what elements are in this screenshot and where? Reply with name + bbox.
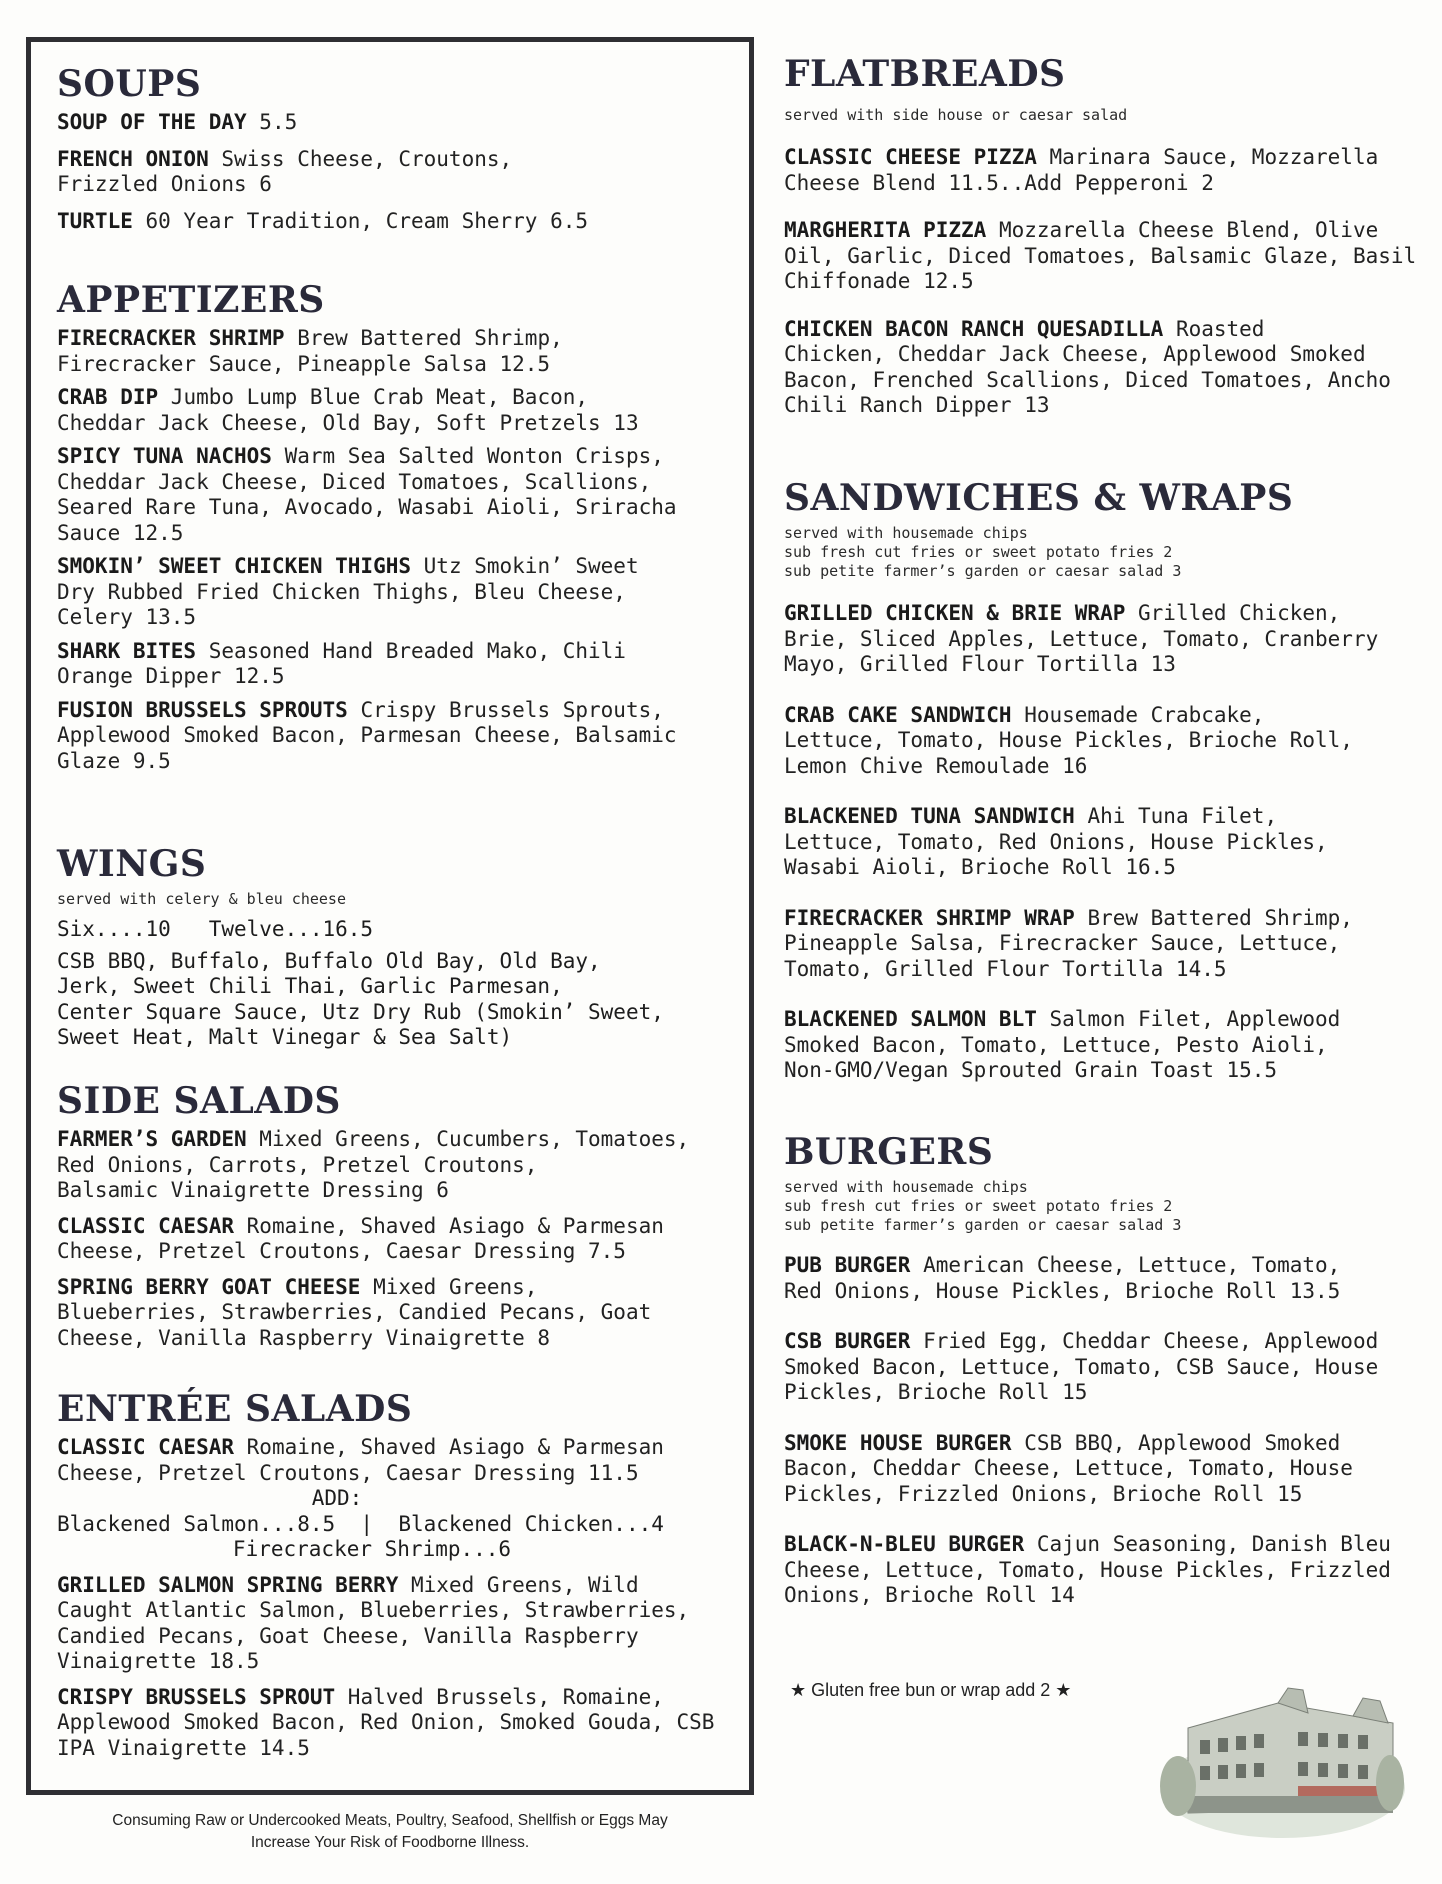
menu-item xyxy=(57,639,747,690)
item-name: PUB BURGER xyxy=(784,1253,911,1277)
section-title: SANDWICHES & WRAPS xyxy=(784,477,1294,519)
note-line: served with housemade chips xyxy=(784,1178,1028,1196)
item-list xyxy=(57,1127,747,1351)
flatbreads-section xyxy=(784,52,1416,441)
note-line: sub petite farmer’s garden or caesar salad 3 xyxy=(784,562,1182,580)
section-title: BURGERS xyxy=(784,1131,994,1173)
item-list xyxy=(784,1253,1391,1609)
item-description: Mixed Greens, Wild Caught Atlantic Salmon, Blueberries, Strawberries, Candied Pecans, Goat Cheese, Vanilla Raspberry Vinaigrette 18.5 xyxy=(57,1572,690,1673)
section-title: SOUPS xyxy=(57,63,202,105)
menu-item xyxy=(784,145,1416,196)
item-list xyxy=(784,601,1378,1084)
item-name: CLASSIC CAESAR xyxy=(57,1435,235,1459)
item-description: Housemade Crabcake, Lettuce, Tomato, House Pickles, Brioche Roll, Lemon Chive Remoulade 16 xyxy=(784,702,1353,778)
item-name: BLACKENED SALMON BLT xyxy=(784,1007,1037,1031)
item-name: MARGHERITA PIZZA xyxy=(784,218,987,242)
sandwiches-section xyxy=(784,476,1378,1109)
item-description: Mixed Greens, Blueberries, Strawberries, Candied Pecans, Goat Cheese, Vanilla Raspberry Vinaigrette 8 xyxy=(57,1274,652,1350)
item-name: BLACK-N-BLEU BURGER xyxy=(784,1532,1025,1556)
menu-item xyxy=(57,209,747,235)
item-description: Halved Brussels, Romaine, Applewood Smoked Bacon, Red Onion, Smoked Gouda, CSB IPA Vinaigrette 14.5 xyxy=(57,1684,715,1760)
item-name: GRILLED SALMON SPRING BERRY xyxy=(57,1572,399,1597)
note-line: sub fresh cut fries or sweet potato fries 2 xyxy=(784,543,1173,561)
item-description: Seasoned Hand Breaded Mako, Chili Orange Dipper 12.5 xyxy=(57,638,626,688)
menu-item xyxy=(57,110,747,136)
add-label: ADD: xyxy=(311,1486,363,1510)
appetizers-section xyxy=(57,278,747,782)
section-title: SIDE SALADS xyxy=(57,1080,341,1122)
item-name: FIRECRACKER SHRIMP xyxy=(57,326,285,350)
item-description: Marinara Sauce, Mozzarella Cheese Blend 11.5..Add Pepperoni 2 xyxy=(784,145,1379,195)
side-salads-section xyxy=(57,1079,747,1361)
item-description: CSB BBQ, Applewood Smoked Bacon, Cheddar Cheese, Lettuce, Tomato, House Pickles, Frizzled Onions, Brioche Roll 15 xyxy=(784,1430,1353,1506)
item-name: SHARK BITES xyxy=(57,638,197,663)
item-description: Romaine, Shaved Asiago & Parmesan Cheese, Pretzel Croutons, Caesar Dressing 11.5 xyxy=(57,1435,664,1485)
menu-item xyxy=(57,1214,747,1265)
menu-item xyxy=(784,804,1378,881)
menu-item xyxy=(784,218,1416,295)
item-description: Brew Battered Shrimp, Pineapple Salsa, Firecracker Sauce, Lettuce, Tomato, Grilled Flour Tortilla 14.5 xyxy=(784,905,1353,981)
item-description: Romaine, Shaved Asiago & Parmesan Cheese, Pretzel Croutons, Caesar Dressing 7.5 xyxy=(57,1213,664,1263)
section-title: ENTRÉE SALADS xyxy=(57,1388,413,1430)
section-title: FLATBREADS xyxy=(784,53,1066,95)
food-safety-disclaimer xyxy=(26,1810,754,1854)
menu-item xyxy=(57,554,747,631)
section-title: APPETIZERS xyxy=(57,279,325,321)
wings-section xyxy=(57,842,747,1051)
section-note xyxy=(784,524,1378,581)
menu-item xyxy=(57,1573,747,1675)
item-description: Mixed Greens, Cucumbers, Tomatoes, Red Onions, Carrots, Pretzel Croutons, Balsamic Vinaigrette Dressing 6 xyxy=(57,1127,690,1202)
item-description: Utz Smokin’ Sweet Dry Rubbed Fried Chicken Thighs, Bleu Cheese, Celery 13.5 xyxy=(57,554,639,629)
menu-item xyxy=(784,1431,1391,1508)
wings-prices: Six....10 Twelve...16.5 xyxy=(57,917,374,941)
soups-section xyxy=(57,62,747,245)
menu-item xyxy=(784,1007,1378,1084)
item-name: CHICKEN BACON RANCH QUESADILLA xyxy=(784,316,1164,341)
menu-item xyxy=(784,906,1378,983)
building-illustration xyxy=(1158,1668,1408,1838)
note-line: sub petite farmer’s garden or caesar salad 3 xyxy=(784,1216,1182,1234)
left-menu-panel xyxy=(26,37,754,1795)
menu-item xyxy=(57,1435,747,1486)
item-name: GRILLED CHICKEN & BRIE WRAP xyxy=(784,601,1126,625)
item-name: CRAB DIP xyxy=(57,385,159,409)
item-name: CRAB CAKE SANDWICH xyxy=(784,702,1012,727)
item-name: CLASSIC CHEESE PIZZA xyxy=(784,145,1037,169)
item-list xyxy=(57,326,747,774)
add-options-line: Blackened Salmon...8.5 | Blackened Chicken...4 xyxy=(57,1511,664,1536)
item-description: Fried Egg, Cheddar Cheese, Applewood Smoked Bacon, Lettuce, Tomato, CSB Sauce, House Pickles, Brioche Roll 15 xyxy=(784,1329,1379,1404)
item-description: Salmon Filet, Applewood Smoked Bacon, Tomato, Lettuce, Pesto Aioli, Non-GMO/Vegan Sprouted Grain Toast 15.5 xyxy=(784,1007,1341,1082)
item-description: Roasted Chicken, Cheddar Jack Cheese, Applewood Smoked Bacon, Frenched Scallions, Diced Tomatoes, Ancho Chili Ranch Dipper 13 xyxy=(784,316,1391,417)
menu-item xyxy=(57,444,747,546)
section-title: WINGS xyxy=(57,843,207,885)
disclaimer-line-2: Increase Your Risk of Foodborne Illness. xyxy=(250,1834,530,1851)
item-description: American Cheese, Lettuce, Tomato, Red Onions, House Pickles, Brioche Roll 13.5 xyxy=(784,1253,1341,1303)
item-name: CRISPY BRUSSELS SPROUT xyxy=(57,1684,336,1709)
section-note xyxy=(784,106,1416,125)
menu-item xyxy=(784,1329,1391,1406)
item-name: FIRECRACKER SHRIMP WRAP xyxy=(784,905,1075,930)
wings-note: served with celery & bleu cheese xyxy=(57,890,346,908)
item-name: SPRING BERRY GOAT CHEESE xyxy=(57,1274,361,1299)
menu-item xyxy=(57,326,747,377)
menu-item xyxy=(57,1685,747,1762)
item-name: FUSION BRUSSELS SPROUTS xyxy=(57,697,348,722)
entree-salads-section xyxy=(57,1387,747,1771)
item-description: Ahi Tuna Filet, Lettuce, Tomato, Red Onions, House Pickles, Wasabi Aioli, Brioche Roll 16.5 xyxy=(784,804,1328,879)
item-description: Swiss Cheese, Croutons, Frizzled Onions 6 xyxy=(57,146,513,196)
item-list xyxy=(784,145,1416,419)
item-name: SMOKE HOUSE BURGER xyxy=(784,1430,1012,1455)
item-name: SMOKIN’ SWEET CHICKEN THIGHS xyxy=(57,554,412,578)
add-options-line-2: Firecracker Shrimp...6 xyxy=(232,1537,512,1561)
menu-item xyxy=(784,601,1378,678)
burgers-section xyxy=(784,1130,1391,1634)
menu-item xyxy=(784,1253,1391,1304)
item-description: 60 Year Tradition, Cream Sherry 6.5 xyxy=(132,208,589,233)
item-description: Brew Battered Shrimp, Firecracker Sauce, Pineapple Salsa 12.5 xyxy=(57,326,563,376)
item-list xyxy=(57,1573,747,1762)
item-list xyxy=(57,110,747,234)
menu-item xyxy=(57,1127,747,1204)
item-description: Crispy Brussels Sprouts, Applewood Smoked Bacon, Parmesan Cheese, Balsamic Glaze 9.5 xyxy=(57,697,677,773)
note-line: sub fresh cut fries or sweet potato fries 2 xyxy=(784,1197,1173,1215)
item-name: SPICY TUNA NACHOS xyxy=(57,444,272,468)
menu-item xyxy=(784,317,1416,419)
note-line: served with housemade chips xyxy=(784,524,1028,542)
disclaimer-line-1: Consuming Raw or Undercooked Meats, Poultry, Seafood, Shellfish or Eggs May xyxy=(112,1812,668,1829)
item-name: CSB BURGER xyxy=(784,1329,911,1353)
item-name: TURTLE xyxy=(57,208,133,233)
item-description: Warm Sea Salted Wonton Crisps, Cheddar Jack Cheese, Diced Tomatoes, Scallions, Seared Rare Tuna, Avocado, Wasabi Aioli, Sriracha Sauce 12.5 xyxy=(57,444,677,545)
item-name: FRENCH ONION xyxy=(57,146,209,171)
item-description: 5.5 xyxy=(246,110,298,134)
menu-item xyxy=(57,698,747,775)
menu-item xyxy=(57,147,747,198)
item-description: Mozzarella Cheese Blend, Olive Oil, Garlic, Diced Tomatoes, Balsamic Glaze, Basil Chiffonade 12.5 xyxy=(784,218,1417,293)
menu-item xyxy=(57,385,747,436)
item-name: CLASSIC CAESAR xyxy=(57,1213,235,1238)
item-name: BLACKENED TUNA SANDWICH xyxy=(784,804,1075,828)
menu-item xyxy=(57,1275,747,1352)
menu-item xyxy=(784,703,1378,780)
item-description: Grilled Chicken, Brie, Sliced Apples, Lettuce, Tomato, Cranberry Mayo, Grilled Flour Tortilla 13 xyxy=(784,601,1379,676)
section-note xyxy=(784,1178,1391,1235)
item-description: Jumbo Lump Blue Crab Meat, Bacon, Cheddar Jack Cheese, Old Bay, Soft Pretzels 13 xyxy=(57,385,639,435)
item-description: Cajun Seasoning, Danish Bleu Cheese, Lettuce, Tomato, House Pickles, Frizzled Onions, Brioche Roll 14 xyxy=(784,1532,1391,1607)
note-line: served with side house or caesar salad xyxy=(784,106,1128,124)
wings-flavors: CSB BBQ, Buffalo, Buffalo Old Bay, Old Bay, Jerk, Sweet Chili Thai, Garlic Parmesan, Center Square Sauce, Utz Dry Rub (Smokin’ Sweet, Sweet Heat, Malt Vinegar & Sea Salt) xyxy=(57,948,664,1049)
item-name: SOUP OF THE DAY xyxy=(57,110,247,134)
item-name: FARMER’S GARDEN xyxy=(57,1127,247,1151)
menu-item xyxy=(784,1532,1391,1609)
gluten-free-note: ★ Gluten free bun or wrap add 2 ★ xyxy=(790,1680,1072,1700)
